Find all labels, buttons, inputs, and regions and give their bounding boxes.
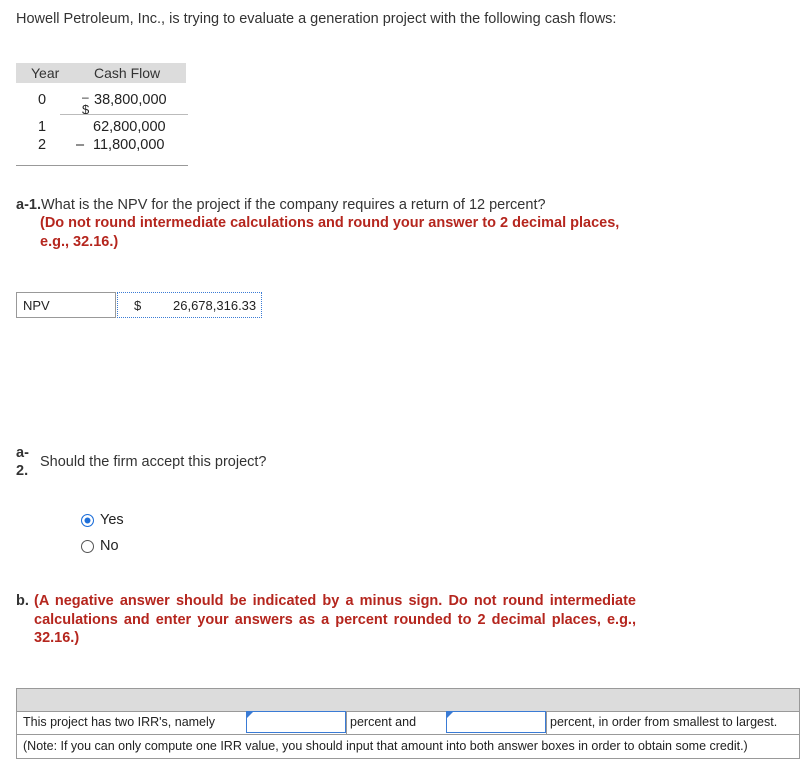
cell-divider [346,711,347,734]
year-2: 2 [38,137,47,153]
irr-note: (Note: If you can only compute one IRR value, you should input that amount into both answer boxes in order to obtain some credit.) [23,739,748,753]
header-year: Year [31,65,60,81]
irr-input-2[interactable] [446,711,546,733]
cash-flow-prefix-2: – [76,137,85,153]
question-a2-label-bottom: 2. [16,463,29,479]
intro-text: Howell Petroleum, Inc., is trying to evaluate a generation project with the following cash flows: [16,11,617,27]
npv-label: NPV [23,298,50,313]
cash-flow-value-2: 11,800,000 [93,137,165,153]
radio-no[interactable] [81,540,94,553]
question-b-label: b. [16,593,29,609]
irr-input-1[interactable] [246,711,346,733]
question-a1-label: a-1. [16,197,41,213]
irr-note-row [16,735,800,759]
radio-yes-label[interactable]: Yes [100,512,124,528]
irr-suffix: percent, in order from smallest to largest. [550,715,778,729]
question-a2-label-top: a- [16,445,29,461]
cash-flow-value-0: 38,800,000 [94,92,167,108]
npv-value: 26,678,316.33 [173,298,257,313]
year-0: 0 [38,92,47,108]
cash-flow-table-header [16,63,186,83]
npv-currency: $ [134,298,142,313]
irr-prefix: This project has two IRR's, namely [23,715,216,729]
minus-sign-0: – [82,90,89,104]
cash-flow-value-1: 62,800,000 [93,119,166,135]
header-cash-flow: Cash Flow [94,65,161,81]
irr-table-header [16,688,800,712]
dollar-sign-0: $ [82,102,90,117]
cell-divider [546,711,547,734]
npv-input[interactable] [117,292,262,318]
question-a1 [16,196,641,215]
table-bottom-border [16,165,188,166]
npv-label-cell [16,292,116,318]
question-a2-text: Should the firm accept this project? [40,454,267,470]
radio-yes[interactable] [81,514,94,527]
radio-no-label[interactable]: No [100,538,119,554]
question-a1-instruction [40,214,640,251]
row-divider [60,114,188,115]
year-1: 1 [38,119,47,135]
question-b-instruction: (A negative answer should be indicated by a minus sign. Do not round intermediate calculations and enter your answers as a percent rounded to 2 decimal places, e.g., 32.16.) [34,593,636,646]
irr-answer-row [16,711,800,735]
question-a1-text: What is the NPV for the project if the company requires a return of 12 percent? [41,197,546,213]
cash-flow-0 [82,92,182,120]
irr-middle: percent and [350,715,417,729]
instruction-a1-text: (Do not round intermediate calculations and round your answer to 2 decimal places, e.g., 32.16.) [40,215,620,250]
